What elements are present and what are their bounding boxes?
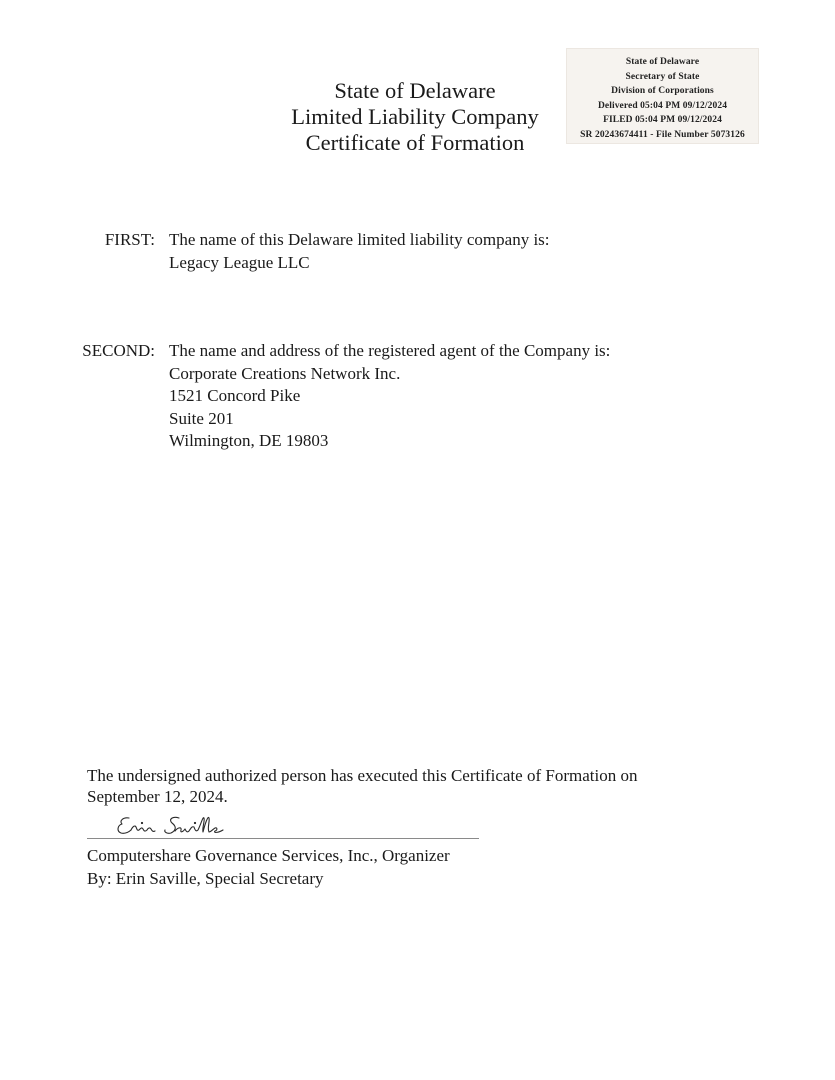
execution-statement bbox=[87, 766, 637, 807]
article-second-label: SECOND: bbox=[82, 341, 155, 360]
signer-name: By: Erin Saville, Special Secretary bbox=[87, 868, 324, 888]
agent-address-line2: Suite 201 bbox=[169, 408, 234, 428]
article-first-text: The name of this Delaware limited liability company is: bbox=[169, 230, 550, 249]
article-second-body bbox=[169, 340, 610, 453]
stamp-file-number: SR 20243674411 - File Number 5073126 bbox=[580, 129, 745, 140]
article-second-text: The name and address of the registered agent of the Company is: bbox=[169, 341, 611, 360]
execution-date: September 12, 2024. bbox=[87, 786, 228, 806]
agent-address-line1: 1521 Concord Pike bbox=[169, 386, 301, 405]
agent-name: Corporate Creations Network Inc. bbox=[169, 363, 401, 383]
article-first-body bbox=[169, 229, 550, 274]
article-first-label: FIRST: bbox=[104, 230, 155, 249]
agent-address-line3: Wilmington, DE 19803 bbox=[169, 431, 329, 450]
signature-line bbox=[87, 838, 479, 839]
stamp-delivered: Delivered 05:04 PM 09/12/2024 bbox=[597, 100, 728, 111]
organizer-block bbox=[87, 845, 450, 890]
stamp-state: State of Delaware bbox=[625, 57, 700, 67]
organizer-name: Computershare Governance Services, Inc., Organizer bbox=[87, 846, 450, 865]
stamp-filed: FILED 05:04 PM 09/12/2024 bbox=[603, 115, 722, 125]
signature-image bbox=[115, 812, 265, 840]
execution-line1: The undersigned authorized person has executed this Certificate of Formation on bbox=[87, 766, 638, 785]
document-title bbox=[250, 78, 580, 156]
title-certificate: Certificate of Formation bbox=[305, 130, 525, 155]
signature-block bbox=[87, 812, 479, 842]
title-state: State of Delaware bbox=[334, 78, 496, 103]
company-name: Legacy League LLC bbox=[169, 252, 310, 272]
filing-stamp bbox=[566, 48, 759, 144]
title-entity-type: Limited Liability Company bbox=[291, 104, 539, 129]
stamp-division: Division of Corporations bbox=[611, 86, 714, 96]
stamp-secretary: Secretary of State bbox=[625, 71, 700, 82]
